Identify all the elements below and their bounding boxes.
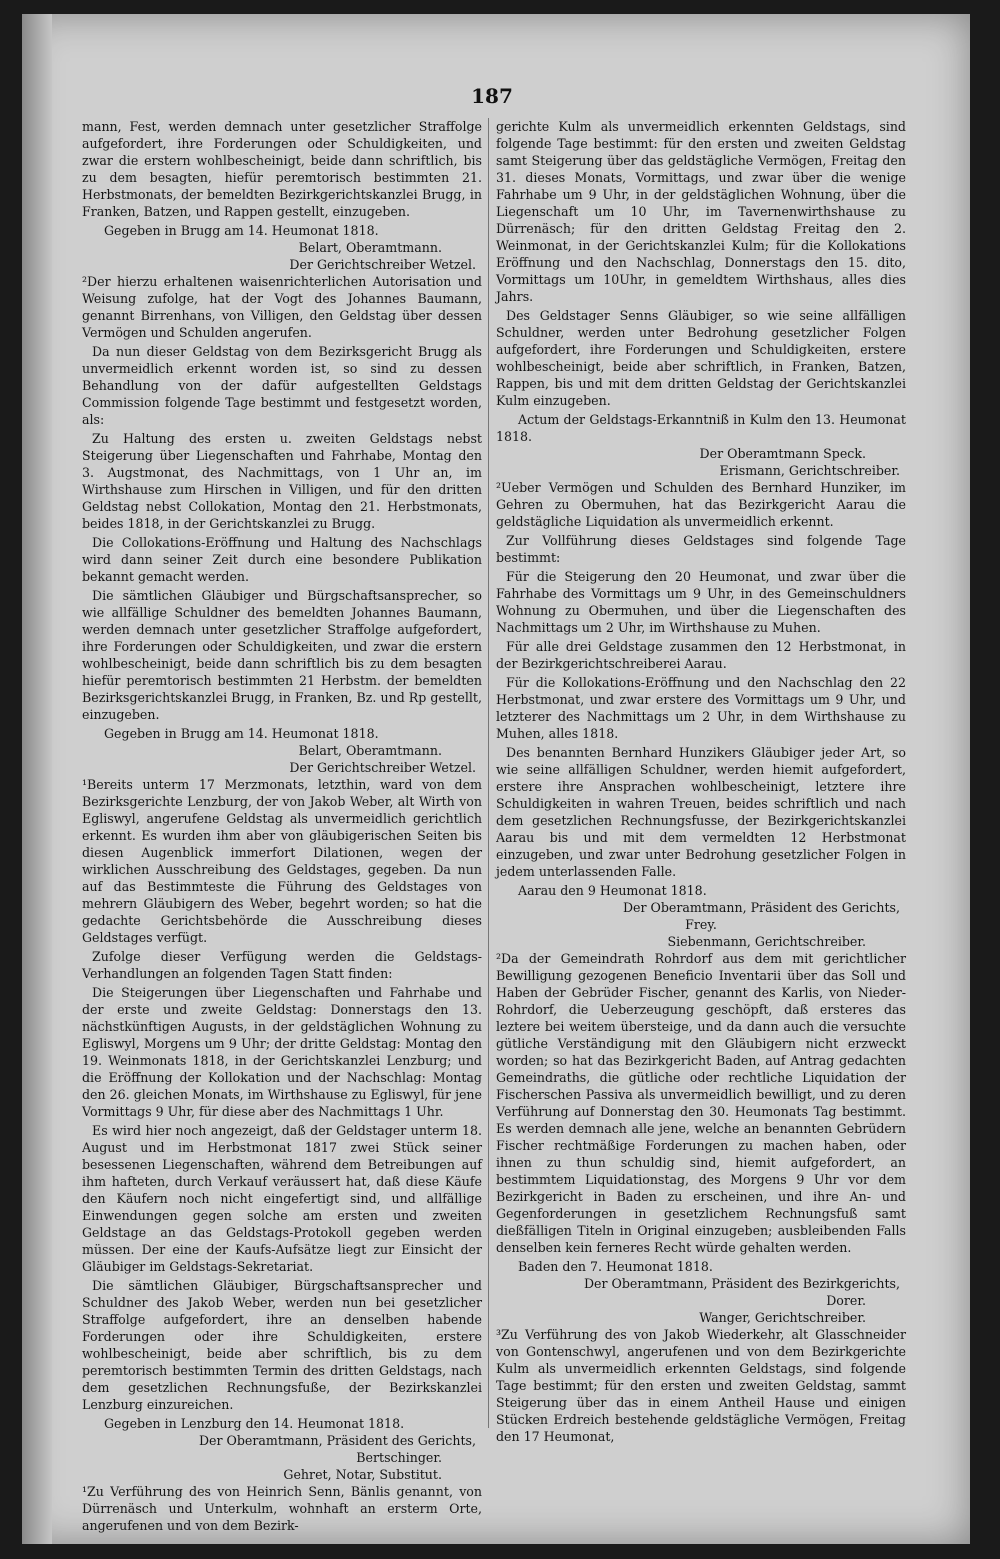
signature-line: Der Oberamtmann, Präsident des Bezirkgerichts,: [583, 1276, 900, 1291]
signature-line: Der Oberamtmann, Präsident des Gerichts,: [622, 900, 900, 915]
signature-line: Erismann, Gerichtschreiber.: [719, 463, 900, 478]
signature-line: Gegeben in Brugg am 14. Heumonat 1818.: [104, 726, 379, 741]
signature-line: Bertschinger.: [356, 1450, 442, 1465]
notice-paragraph: Zur Vollführung dieses Geldstages sind folgende Tage bestimmt:: [496, 533, 906, 565]
notice-paragraph: ²Ueber Vermögen und Schulden des Bernhard Hunziker, im Gehren zu Obermuhen, hat das Bezirkgericht Aarau die geldstägliche Liquidation als unvermeidlich erkennt.: [496, 480, 906, 529]
signature-line: Frey.: [685, 917, 717, 932]
signature-line: Der Gerichtschreiber Wetzel.: [289, 257, 476, 272]
notice-paragraph: Zu Haltung des ersten u. zweiten Geldstags nebst Steigerung über Liegenschaften und Fahrhabe, Montag den 3. Augstmonat, des Nachmittags, von 1 Uhr an, im Wirthshause zum Hirschen in Villigen, und für den dritten Geldstag nebst Collokation, Montag den 21. Herbstmonats, beides 1818, in der Gerichtskanzlei zu Brugg.: [82, 431, 482, 531]
notice-paragraph: Zufolge dieser Verfügung werden die Geldstags-Verhandlungen an folgenden Tagen Statt finden:: [82, 949, 482, 981]
notice-paragraph: Die sämtlichen Gläubiger und Bürgschaftsansprecher, so wie allfällige Schuldner des bemeldten Johannes Baumann, werden demnach unter gesetzlicher Straffolge aufgefordert, ihre Forderungen oder Schuldigkeiten, und zwar die erstern wohlbescheinigt, beide dann schriftlich bis zu dem besagten hiefür peremtorisch bestimmten 21 Herbstm. der bemeldten Bezirksgerichtskanzlei Brugg, in Franken, Bz. und Rp gestellt, einzugeben.: [82, 588, 482, 722]
signature-line: Gegeben in Brugg am 14. Heumonat 1818.: [104, 223, 379, 238]
left-column: [82, 118, 482, 1536]
notice-paragraph: Des Geldstager Senns Gläubiger, so wie seine allfälligen Schuldner, werden unter Bedrohung gesetzlicher Folgen aufgefordert, ihre Forderungen und Schuldigkeiten, erstere wohlbescheinigt, beide aber schriftlich, in Franken, Batzen, Rappen, bis und mit dem dritten Geldstag der Gerichtskanzlei Kulm einzugeben.: [496, 308, 906, 408]
newspaper-page: [22, 14, 970, 1544]
notice-paragraph: Für die Steigerung den 20 Heumonat, und zwar über die Fahrhabe des Vormittags um 9 Uhr, in des Gemeinschuldners Wohnung zu Obermuhen, und über die Liegenschaften des Nachmittags um 2 Uhr, im Wirthshause zu Muhen.: [496, 569, 906, 635]
signature-line: Belart, Oberamtmann.: [298, 240, 442, 255]
notice-paragraph: Da nun dieser Geldstag von dem Bezirksgericht Brugg als unvermeidlich erkennt worden ist, so sind zu dessen Behandlung von der dafür aufgestellten Geldstags Commission folgende Tage bestimmt und festgesetzt worden, als:: [82, 344, 482, 427]
right-column: [496, 118, 906, 1447]
notice-paragraph: Die Collokations-Eröffnung und Haltung des Nachschlags wird dann seiner Zeit durch eine besondere Publikation bekannt gemacht werden.: [82, 535, 482, 584]
notice-paragraph: mann, Fest, werden demnach unter gesetzlicher Straffolge aufgefordert, ihre Forderungen oder Schuldigkeiten, und zwar die erstern wohlbescheinigt, beide dann schriftlich, bis zu dem besagten, hiefür peremtorisch bestimmten 21. Herbstmonats, der bemeldten Bezirkgerichtskanzlei Brugg, in Franken, Batzen, und Rappen gestellt, einzugeben.: [82, 119, 482, 219]
signature-line: Aarau den 9 Heumonat 1818.: [518, 883, 707, 898]
signature-line: Actum der Geldstags-Erkanntniß in Kulm den 13. Heumonat 1818.: [496, 412, 906, 444]
signature-line: Baden den 7. Heumonat 1818.: [518, 1259, 713, 1274]
notice-paragraph: Die Steigerungen über Liegenschaften und Fahrhabe und der erste und zweite Geldstag: Donnerstags den 13. nächstkünftigen Augusts, in der geldstäglichen Wohnung zu Egliswyl, Morgens um 9 Uhr; der dritte Geldstag: Montag den 19. Weinmonats 1818, in der Gerichtskanzlei Lenzburg; und die Eröffnung der Kollokation und der Nachschlag: Montag den 26. gleichen Monats, im Wirthshause zu Egliswyl, für jene Vormittags 9 Uhr, für diese aber des Nachmittags 1 Uhr.: [82, 985, 482, 1119]
signature-line: Belart, Oberamtmann.: [298, 743, 442, 758]
notice-paragraph: Für alle drei Geldstage zusammen den 12 Herbstmonat, in der Bezirkgerichtschreiberei Aarau.: [496, 639, 906, 671]
page-number: 187: [471, 84, 513, 108]
notice-paragraph: ¹Zu Verführung des von Heinrich Senn, Bänlis genannt, von Dürrenäsch und Unterkulm, wohnhaft an ersterm Orte, angerufenen und von dem Bezirk-: [82, 1484, 482, 1533]
notice-paragraph: ²Der hierzu erhaltenen waisenrichterlichen Autorisation und Weisung zufolge, hat der Vogt des Johannes Baumann, genannt Birrenhans, von Villigen, den Geldstag über dessen Vermögen und Schulden angerufen.: [82, 274, 482, 340]
notice-paragraph: Es wird hier noch angezeigt, daß der Geldstager unterm 18. August und im Herbstmonat 1817 zwei Stück seiner besessenen Liegenschaften, während dem Betreibungen auf ihm hafteten, durch Verkauf veräussert hat, daß diese Käufe den Käufern noch nicht eingefertigt sind, und allfällige Einwendungen gegen solche am ersten und zweiten Geldstage an das Geldstags-Protokoll gegeben werden müssen. Der eine der Kaufs-Aufsätze liegt zur Einsicht der Gläubiger im Geldstags-Sekretariat.: [82, 1123, 482, 1274]
notice-paragraph: gerichte Kulm als unvermeidlich erkennten Geldstags, sind folgende Tage bestimmt: für den ersten und zweiten Geldstag samt Steigerung über das geldstägliche Vermögen, Freitag den 31. dieses Monats, Vormittags, und zwar über die wenige Fahrhabe um 9 Uhr, in der geldstäglichen Wohnung, über die Liegenschaft um 10 Uhr, im Tavernenwirthshause zu Dürrenäsch; für den dritten Geldstag Freitag den 2. Weinmonat, in der Gerichtskanzlei Kulm; für die Kollokations Eröffnung und den Nachschlag, Donnerstags den 15. dito, Vormittags um 10Uhr, in gemeldtem Wirthshaus, alles dies Jahrs.: [496, 119, 906, 304]
signature-line: Wanger, Gerichtschreiber.: [699, 1310, 866, 1325]
column-divider: [488, 118, 489, 1428]
notice-paragraph: Die sämtlichen Gläubiger, Bürgschaftsansprecher und Schuldner des Jakob Weber, werden nun bei gesetzlicher Straffolge aufgefordert, ihre an denselben habende Forderungen oder ihre Schuldigkeiten, erstere wohlbescheinigt, beide aber schriftlich, bis zu dem peremtorisch bestimmten Termin des dritten Geldstags, nach dem gesetzlichen Rechnungsfuße, der Bezirkskanzlei Lenzburg einzureichen.: [82, 1278, 482, 1412]
notice-paragraph: Des benannten Bernhard Hunzikers Gläubiger jeder Art, so wie seine allfälligen Schuldner, werden hiemit aufgefordert, erstere ihre Ansprachen wohlbescheinigt, letztere ihre Schuldigkeiten in wahren Treuen, beides schriftlich und nach dem gesetzlichen Rechnungsfusse, der Bezirkgerichtskanzlei Aarau bis und mit dem vermeldten 12 Herbstmonat einzugeben, und zwar unter Bedrohung gesetzlicher Folgen in jedem unterlassenden Falle.: [496, 745, 906, 879]
signature-line: Der Oberamtmann, Präsident des Gerichts,: [198, 1433, 476, 1448]
notice-paragraph: Für die Kollokations-Eröffnung und den Nachschlag den 22 Herbstmonat, und zwar erstere des Vormittags um 9 Uhr, und letzterer des Nachmittags um 2 Uhr, in dem Wirthshause zu Muhen, alles 1818.: [496, 675, 906, 741]
signature-line: Siebenmann, Gerichtschreiber.: [667, 934, 866, 949]
notice-paragraph: ²Da der Gemeindrath Rohrdorf aus dem mit gerichtlicher Bewilligung gezogenen Beneficio Inventarii über das Soll und Haben der Gebrüder Fischer, genannt des Karlis, von Nieder-Rohrdorf, die Ueberzeugung geschöpft, daß ersteres das leztere bei weitem übersteige, und da dann auch die versuchte gütliche Verständigung mit den Gläubigern nicht erzweckt worden; so hat das Bezirkgericht Baden, auf Antrag gedachten Gemeindraths, die gütliche oder rechtliche Liquidation der Fischerschen Passiva als unvermeidlich bewilligt, und zu deren Verführung auf Donnerstag den 30. Heumonats Tag bestimmt. Es werden demnach alle jene, welche an benannten Gebrüdern Fischer rechtmäßige Forderungen zu machen haben, oder ihnen zu thun schuldig sind, hiemit aufgefordert, an bestimmtem Liquidationstag, des Morgens 9 Uhr vor dem Bezirkgericht in Baden zu erscheinen, und ihre An- und Gegenforderungen in gesetzlichem Rechnungsfuß samt dießfälligen Titeln in Original einzugeben; ausbleibenden Falls denselben kein ferneres Recht würde gehalten werden.: [496, 951, 906, 1255]
signature-line: Gegeben in Lenzburg den 14. Heumonat 1818.: [104, 1416, 405, 1431]
page-binding-shadow: [22, 14, 52, 1544]
signature-line: Gehret, Notar, Substitut.: [283, 1467, 442, 1482]
signature-line: Der Gerichtschreiber Wetzel.: [289, 760, 476, 775]
signature-line: Der Oberamtmann Speck.: [699, 446, 866, 461]
signature-line: Dorer.: [826, 1293, 866, 1308]
notice-paragraph: ¹Bereits unterm 17 Merzmonats, letzthin, ward von dem Bezirksgerichte Lenzburg, der von Jakob Weber, alt Wirth von Egliswyl, angerufene Geldstag als unvermeidlich gerichtlich erkennt. Es wurden ihm aber von gläubigerischen Seiten bis diesen Augenblick immerfort Dilationen, wegen der wirklichen Ausschreibung des Geldstages, gegeben. Da nun auf das Bestimmteste die Führung des Geldstages von mehrern Gläubigern des Weber, begehrt worden; so hat die gedachte Gerichtsbehörde die Ausschreibung dieses Geldstages verfügt.: [82, 777, 482, 945]
notice-paragraph: ³Zu Verführung des von Jakob Wiederkehr, alt Glasschneider von Gontenschwyl, angerufenen und von dem Bezirkgerichte Kulm als unvermeidlich erkennten Geldstags, sind folgende Tage bestimmt; für den ersten und zweiten Geldstag, sammt Steigerung über das in einem Antheil Hause und einigen Stücken Erdreich bestehende geldstägliche Vermögen, Freitag den 17 Heumonat,: [496, 1327, 906, 1444]
